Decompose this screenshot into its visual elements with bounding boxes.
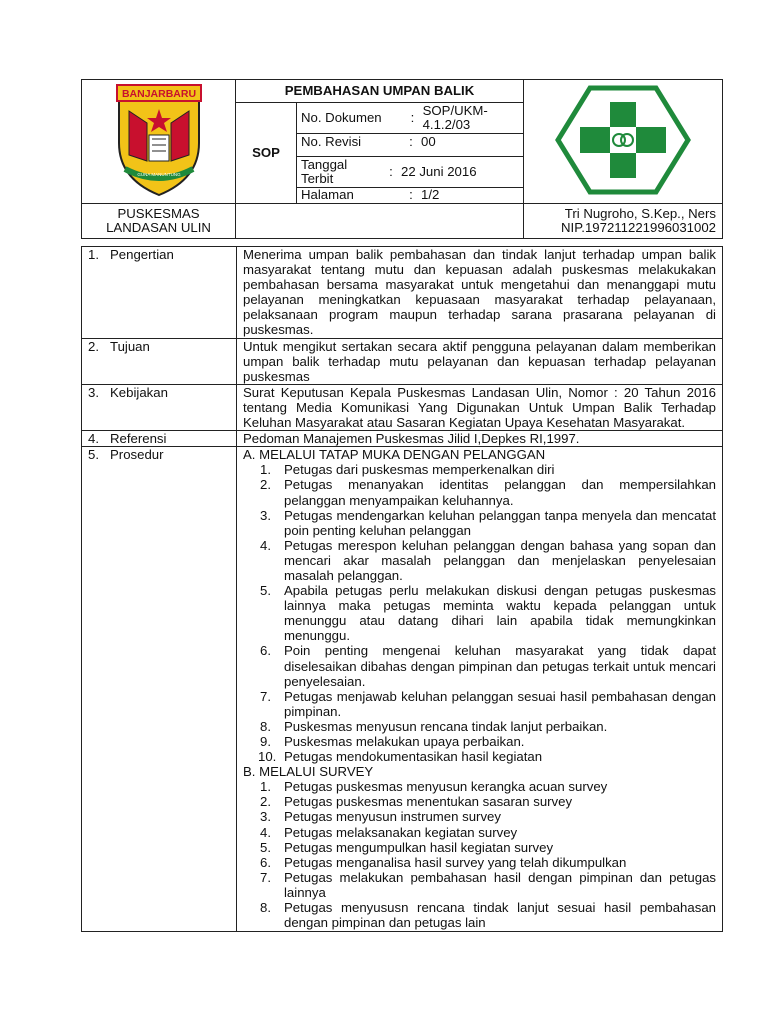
section-number: 3. [88,384,99,400]
step-text: Apabila petugas perlu melakukan diskusi dengan petugas puskesmas lainnya maka petugas meminta waktu kepada pelanggan untuk menunggu atau datang dihari lain apabila tidak memungkinkan menunggu. [284,583,716,644]
procedure-step [260,839,716,855]
section-tujuan [82,338,723,384]
field-value: 00 [421,134,436,149]
step-number: 2. [260,794,271,810]
procedure-step [258,749,716,765]
step-number: 5. [260,583,271,599]
procedure-step [260,688,716,719]
step-text: Petugas melakukan pembahasan hasil dengan pimpinan dan petugas lainnya [284,869,716,900]
procedure-step [260,824,716,840]
field-halaman [297,188,524,204]
step-text: Petugas mendengarkan keluhan pelanggan tanpa menyela dan mencatat poin penting keluhan pelanggan [284,507,716,538]
procedure-step [260,537,716,583]
field-tanggal-terbit [297,157,524,188]
city-logo-cell [82,80,236,204]
step-text: Poin penting mengenai keluhan masyarakat yang tidak dapat diselesaikan dibahas dengan pimpinan dan petugas terkait untuk mencari penyelesaian. [284,643,716,689]
step-text: Petugas melaksanakan kegiatan survey [284,824,518,840]
step-number: 3. [260,507,271,523]
procedure-step [260,643,716,689]
step-number: 9. [260,734,271,749]
section-text: Pedoman Manajemen Puskesmas Jilid I,Depkes RI,1997. [237,431,723,447]
field-label: No. Revisi [301,134,362,149]
procedure-content [237,447,723,932]
procedure-a-steps [243,462,716,764]
org-line-1: PUSKESMAS [117,206,200,221]
step-number: 4. [260,824,271,840]
field-colon: : [410,110,415,125]
crest-label: BANJARBARU [121,88,196,100]
step-text: Petugas dari puskesmas memperkenalkan diri [284,462,555,478]
org-line-2: LANDASAN ULIN [106,220,211,235]
step-number: 1. [260,462,271,478]
field-label: No. Dokumen [301,110,382,125]
procedure-b-steps [243,779,716,930]
step-number: 4. [260,537,271,553]
step-text: Petugas menyususn rencana tindak lanjut sesuai hasil pembahasan dengan pimpinan dan petugas lain [284,900,716,931]
signer-block [524,204,723,239]
section-pengertian [82,247,723,339]
step-number: 10. [258,749,277,765]
step-number: 7. [260,869,271,885]
field-value: SOP/UKM-4.1.2/03 [422,103,488,132]
field-label: Tanggal Terbit [301,157,348,186]
step-number: 6. [260,854,271,870]
step-number: 6. [260,643,271,659]
procedure-step [260,869,716,900]
signer-name: Tri Nugroho, S.Kep., Ners [564,206,716,221]
step-number: 5. [260,839,271,855]
procedure-b-title: B. MELALUI SURVEY [243,764,374,780]
step-text: Puskesmas melakukan upaya perbaikan. [284,734,525,749]
procedure-step [260,779,716,795]
step-text: Petugas menganalisa hasil survey yang telah dikumpulkan [284,854,627,870]
section-label: Prosedur [110,447,164,463]
field-colon: : [409,134,413,149]
field-no-dokumen [297,103,524,134]
section-label: Referensi [110,431,167,447]
step-number: 3. [260,809,271,825]
step-text: Petugas mendokumentasikan hasil kegiatan [284,749,543,765]
procedure-step [260,900,716,931]
procedure-step [260,583,716,644]
document-title: PEMBAHASAN UMPAN BALIK [236,80,524,103]
procedure-step [260,734,716,749]
step-text: Puskesmas menyusun rencana tindak lanjut perbaikan. [284,718,608,734]
section-number: 2. [88,338,99,354]
puskesmas-cross-icon [554,84,692,196]
section-text: Untuk mengikut sertakan secara aktif pengguna pelayanan dalam memberikan umpan balik terhadap mutu pelayanan dan kepuasan terhadap pelayanan puskesmas [237,338,723,384]
step-number: 1. [260,779,271,795]
procedure-step [260,507,716,538]
field-no-revisi [297,134,524,157]
procedure-a-title: A. MELALUI TATAP MUKA DENGAN PELANGGAN [243,447,546,463]
procedure-step [260,462,716,478]
section-number: 5. [88,447,99,463]
puskesmas-logo-cell [524,80,723,204]
step-number: 8. [260,718,271,734]
field-colon: : [409,187,413,202]
step-number: 2. [260,477,271,493]
crest-motto: GUNA MANUNTUNG [136,172,181,177]
organization-name [82,204,236,239]
sop-label: SOP [236,103,297,204]
section-referensi [82,431,723,447]
signer-nip: NIP.197211221996031002 [561,220,716,235]
signature-space [236,204,524,239]
section-number: 1. [88,247,99,262]
procedure-step [260,718,716,734]
field-value: 1/2 [421,187,440,202]
section-label: Pengertian [110,247,174,262]
procedure-step [260,809,716,825]
procedure-step [260,477,716,508]
section-prosedur [82,447,723,932]
banjarbaru-crest-icon [109,83,209,197]
section-text: Surat Keputusan Kepala Puskesmas Landasan Ulin, Nomor : 20 Tahun 2016 tentang Media Komunikasi Yang Digunakan Untuk Umpan Balik Terhadap Keluhan Masyarakat atau Sasaran Kegiatan Upaya Kesehatan Masyarakat. [237,384,723,430]
section-kebijakan [82,384,723,430]
field-label: Halaman [301,187,354,202]
field-colon: : [389,164,393,179]
step-text: Petugas mengumpulkan hasil kegiatan survey [284,839,554,855]
step-text: Petugas menyusun instrumen survey [284,809,501,825]
sop-content-table [81,246,723,932]
section-label: Kebijakan [110,384,168,400]
section-label: Tujuan [110,338,150,354]
sop-header-table [81,79,723,239]
section-text: Menerima umpan balik pembahasan dan tindak lanjut terhadap umpan balik masyarakat tentang mutu dan kepuasan adalah puskesmas melakukakan pembahasan bersama masyarakat untuk mengetahui dan menanggapi mutu pelayanan meningkatkan kepuasaan masyarakat terhadap pelayanaan, pelaksanaan program maupun terhadap sarana prasarana pelayanan di puskesmas. [237,247,723,339]
step-text: Petugas merespon keluhan pelanggan dengan bahasa yang sopan dan mencari akar masalah pelanggan dan menjelaskan penyelesaian masalah pelanggan. [284,537,716,583]
procedure-step [260,794,716,810]
step-text: Petugas puskesmas menyusun kerangka acuan survey [284,779,608,795]
section-number: 4. [88,431,99,447]
procedure-step [260,854,716,870]
step-text: Petugas menanyakan identitas pelanggan dan mempersilahkan pelanggan menyampaikan keluhannya. [284,477,716,508]
step-text: Petugas menjawab keluhan pelanggan sesuai hasil pembahasan dengan pimpinan. [284,688,716,719]
step-number: 8. [260,900,271,916]
step-number: 7. [260,688,271,704]
field-value: 22 Juni 2016 [401,164,477,179]
step-text: Petugas puskesmas menentukan sasaran survey [284,794,573,810]
